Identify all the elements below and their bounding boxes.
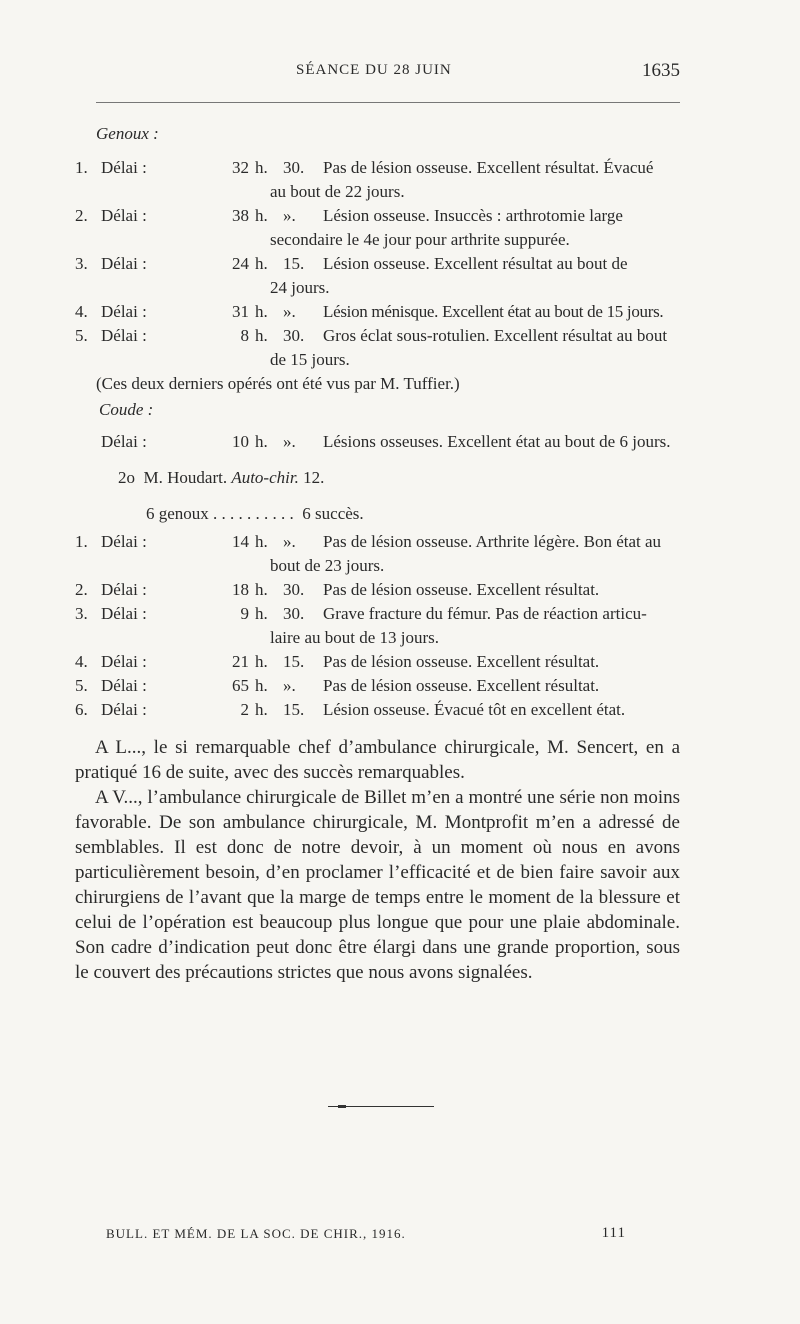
- surgeon-name: M. Houdart.: [143, 468, 228, 487]
- hours: 8: [240, 326, 249, 345]
- list-item: [75, 652, 680, 676]
- item-text: Pas de lésion osseuse. Excellent résultat.: [323, 580, 600, 599]
- item-text: Lésion osseuse. Excellent résultat au bout de: [323, 254, 628, 273]
- minutes: ».: [283, 432, 296, 451]
- hours-unit: h.: [255, 254, 268, 273]
- item-continuation: au bout de 22 jours.: [270, 182, 405, 201]
- hours: 2: [240, 700, 249, 719]
- hours: 65: [232, 676, 249, 695]
- item-continuation: 24 jours.: [270, 278, 330, 297]
- body-text: [75, 735, 680, 985]
- minutes: ».: [283, 676, 296, 695]
- note-text: (Ces deux derniers opérés ont été vus par M. Tuffier.): [96, 374, 460, 393]
- hours: 38: [232, 206, 249, 225]
- hours-unit: h.: [255, 206, 268, 225]
- delay-label: Délai :: [101, 700, 147, 719]
- list-item: [75, 432, 680, 456]
- item-text: Pas de lésion osseuse. Excellent résultat.: [323, 652, 600, 671]
- summary-dots: . . . . . . . . . .: [213, 504, 294, 523]
- hours-unit: h.: [255, 532, 268, 551]
- hours: 31: [232, 302, 249, 321]
- section-coude: Coude :: [99, 400, 154, 419]
- minutes: 30.: [283, 326, 305, 345]
- minutes: 30.: [283, 580, 305, 599]
- summary-line: [146, 504, 364, 524]
- minutes: ».: [283, 206, 296, 225]
- hours-unit: h.: [255, 432, 268, 451]
- delay-label: Délai :: [101, 158, 147, 177]
- item-text: Gros éclat sous-rotulien. Excellent résultat au bout: [323, 326, 668, 345]
- item-number: 1.: [75, 158, 88, 177]
- delay-label: Délai :: [101, 302, 147, 321]
- delay-label: Délai :: [101, 254, 147, 273]
- hours-unit: h.: [255, 604, 268, 623]
- summary-left: 6 genoux: [146, 504, 209, 523]
- item-text: Pas de lésion osseuse. Arthrite légère. Bon état au: [323, 532, 662, 551]
- list-item: [75, 206, 680, 230]
- minutes: 30.: [283, 604, 305, 623]
- list-item: [75, 158, 680, 182]
- header-rule: [96, 102, 680, 103]
- hours-unit: h.: [255, 676, 268, 695]
- hours-unit: h.: [255, 652, 268, 671]
- minutes: ».: [283, 302, 296, 321]
- minutes: 15.: [283, 652, 305, 671]
- delay-label: Délai :: [101, 676, 147, 695]
- hours: 24: [232, 254, 249, 273]
- delay-label: Délai :: [101, 652, 147, 671]
- item-text: Pas de lésion osseuse. Excellent résultat.: [323, 676, 600, 695]
- hours-unit: h.: [255, 302, 268, 321]
- item-number: 2.: [75, 580, 88, 599]
- item-continuation: secondaire le 4e jour pour arthrite suppurée.: [270, 230, 570, 249]
- paragraph: A L..., le si remarquable chef d’ambulance chirurgicale, M. Sencert, en a pratiqué 16 de suite, avec des succès remarquables.: [75, 737, 680, 783]
- delay-label: Délai :: [101, 206, 147, 225]
- item-text: Pas de lésion osseuse. Excellent résultat. Évacué: [323, 158, 654, 177]
- item-text: Lésion osseuse. Insuccès : arthrotomie large: [323, 206, 623, 225]
- item-text: Lésion osseuse. Évacué tôt en excellent état.: [323, 700, 626, 719]
- list-item: [75, 532, 680, 556]
- list-item: [75, 580, 680, 604]
- hours: 9: [240, 604, 249, 623]
- signature-number: 111: [601, 1225, 626, 1241]
- item-number: 3.: [75, 604, 88, 623]
- list-item: [75, 302, 680, 326]
- list-item: [75, 326, 680, 350]
- minutes: ».: [283, 532, 296, 551]
- delay-label: Délai :: [101, 604, 147, 623]
- item-continuation: de 15 jours.: [270, 350, 350, 369]
- hours-unit: h.: [255, 326, 268, 345]
- item-number: 2.: [75, 206, 88, 225]
- journal-citation: BULL. ET MÉM. DE LA SOC. DE CHIR., 1916.: [106, 1226, 406, 1241]
- item-number: 6.: [75, 700, 88, 719]
- unit-name: Auto-chir.: [231, 468, 299, 487]
- hours: 10: [232, 432, 249, 451]
- item-number: 5.: [75, 676, 88, 695]
- page-header: [96, 62, 680, 92]
- section-divider: [328, 1106, 434, 1107]
- delay-label: Délai :: [101, 326, 147, 345]
- hours-unit: h.: [255, 158, 268, 177]
- list-item: [75, 676, 680, 700]
- item-text: Lésion ménisque. Excellent état au bout de 15 jours.: [323, 302, 664, 321]
- running-title: SÉANCE DU 28 JUIN: [296, 62, 452, 78]
- item-number: 1.: [75, 532, 88, 551]
- item-number: 4.: [75, 302, 88, 321]
- summary-right: 6 succès.: [302, 504, 364, 523]
- list-item: [75, 254, 680, 278]
- delay-label: Délai :: [101, 532, 147, 551]
- item-text: Grave fracture du fémur. Pas de réaction articu-: [323, 604, 647, 623]
- minutes: 15.: [283, 700, 305, 719]
- page-footer: [106, 1226, 626, 1242]
- minutes: 30.: [283, 158, 305, 177]
- delay-label: Délai :: [101, 580, 147, 599]
- item-text: Lésions osseuses. Excellent état au bout de 6 jours.: [323, 432, 671, 451]
- hours-unit: h.: [255, 700, 268, 719]
- hours-unit: h.: [255, 580, 268, 599]
- section-genoux: Genoux :: [96, 124, 159, 143]
- ordinal: 2o: [118, 468, 135, 487]
- item-number: 4.: [75, 652, 88, 671]
- hours: 14: [232, 532, 249, 551]
- item-number: 5.: [75, 326, 88, 345]
- surgeon-heading: [118, 468, 324, 488]
- minutes: 15.: [283, 254, 305, 273]
- paragraph: A V..., l’ambulance chirurgicale de Billet m’en a montré une série non moins favorable. De son ambulance chirurgicale, M. Montprofit m’en a adressé de semblables. Il est donc de notre devoir, à un moment où nous en avons particulièrement besoin, d’en proclamer l’efficacité et de bien faire savoir aux chirurgiens de l’avant que la marge de temps entre le moment de la blessure et celui de l’opération est beaucoup plus longue que pour une plaie abdominale. Son cadre d’indication peut donc être élargi dans une grande proportion, sous le couvert des précautions strictes que nous avons signalées.: [75, 787, 680, 983]
- list-item: [75, 604, 680, 628]
- item-continuation: laire au bout de 13 jours.: [270, 628, 440, 647]
- case-count: 12.: [303, 468, 325, 487]
- delay-label: Délai :: [101, 432, 147, 451]
- hours: 18: [232, 580, 249, 599]
- hours: 21: [232, 652, 249, 671]
- page-number: 1635: [642, 60, 680, 81]
- hours: 32: [232, 158, 249, 177]
- item-number: 3.: [75, 254, 88, 273]
- list-item: [75, 700, 680, 724]
- item-continuation: bout de 23 jours.: [270, 556, 385, 575]
